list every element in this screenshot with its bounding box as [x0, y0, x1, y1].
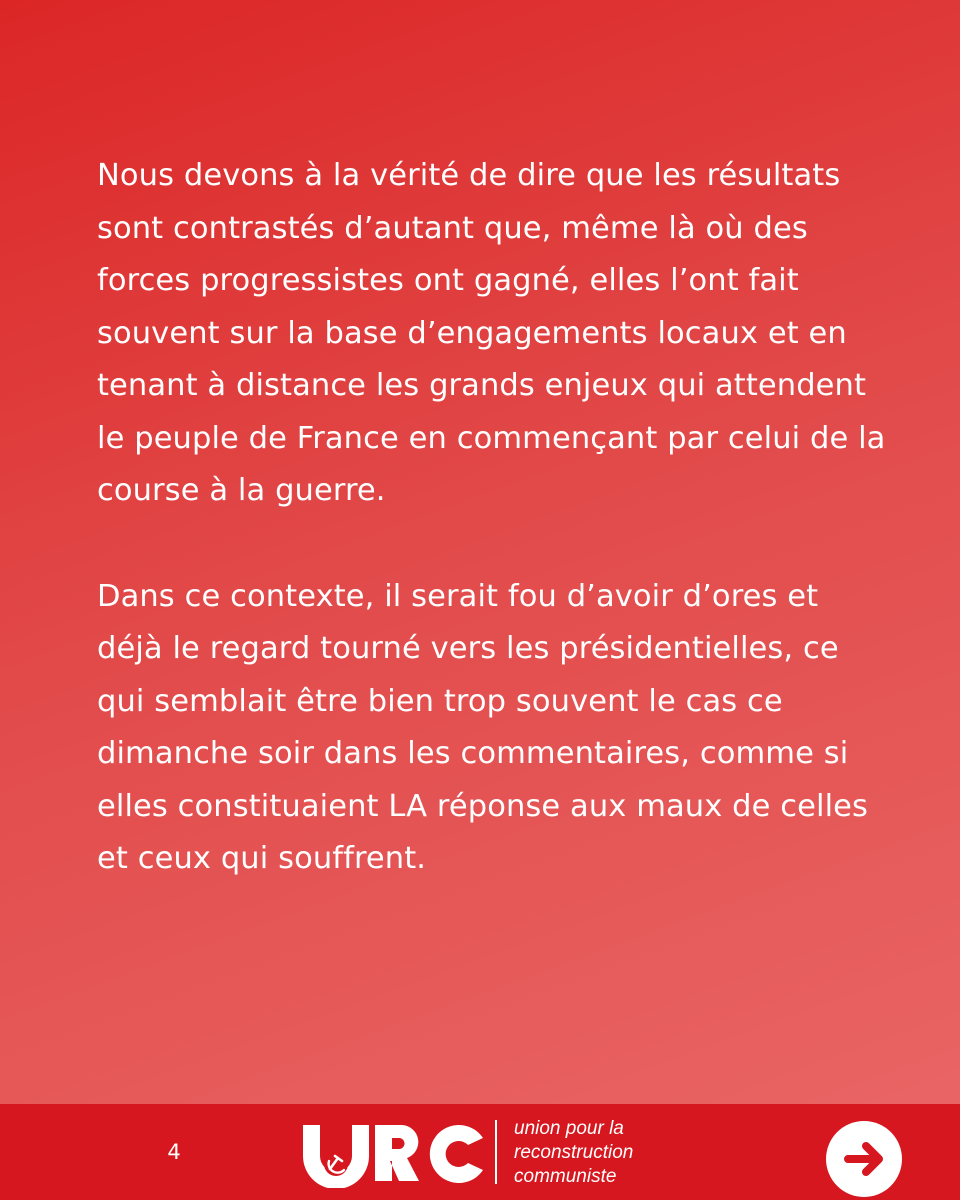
body-text	[97, 150, 887, 886]
footer-bar	[0, 1104, 960, 1200]
tagline-line: communiste	[514, 1166, 617, 1187]
tagline-line: reconstruction	[514, 1142, 634, 1163]
next-button[interactable]	[826, 1121, 902, 1197]
arrow-right-icon	[826, 1121, 902, 1197]
page-number: 4	[167, 1140, 181, 1164]
urc-logo	[298, 1118, 488, 1188]
tagline	[514, 1117, 633, 1189]
tagline-line: union pour la	[514, 1118, 624, 1139]
paragraph: Dans ce contexte, il serait fou d’avoir d’ores et déjà le regard tourné vers les présidentielles, ce qui semblait être bien trop souvent le cas ce dimanche soir dans les commentaires, comme si elles constituaient LA réponse aux maux de celles et ceux qui souffrent.	[97, 578, 869, 876]
paragraph: Nous devons à la vérité de dire que les résultats sont contrastés d’autant que, même là où des forces progressistes ont gagné, elles l’ont fait souvent sur la base d’engagements locaux et en tenant à distance les grands enjeux qui attendent le peuple de France en commençant par celui de la course à la guerre.	[97, 158, 886, 508]
logo-divider	[495, 1120, 497, 1184]
